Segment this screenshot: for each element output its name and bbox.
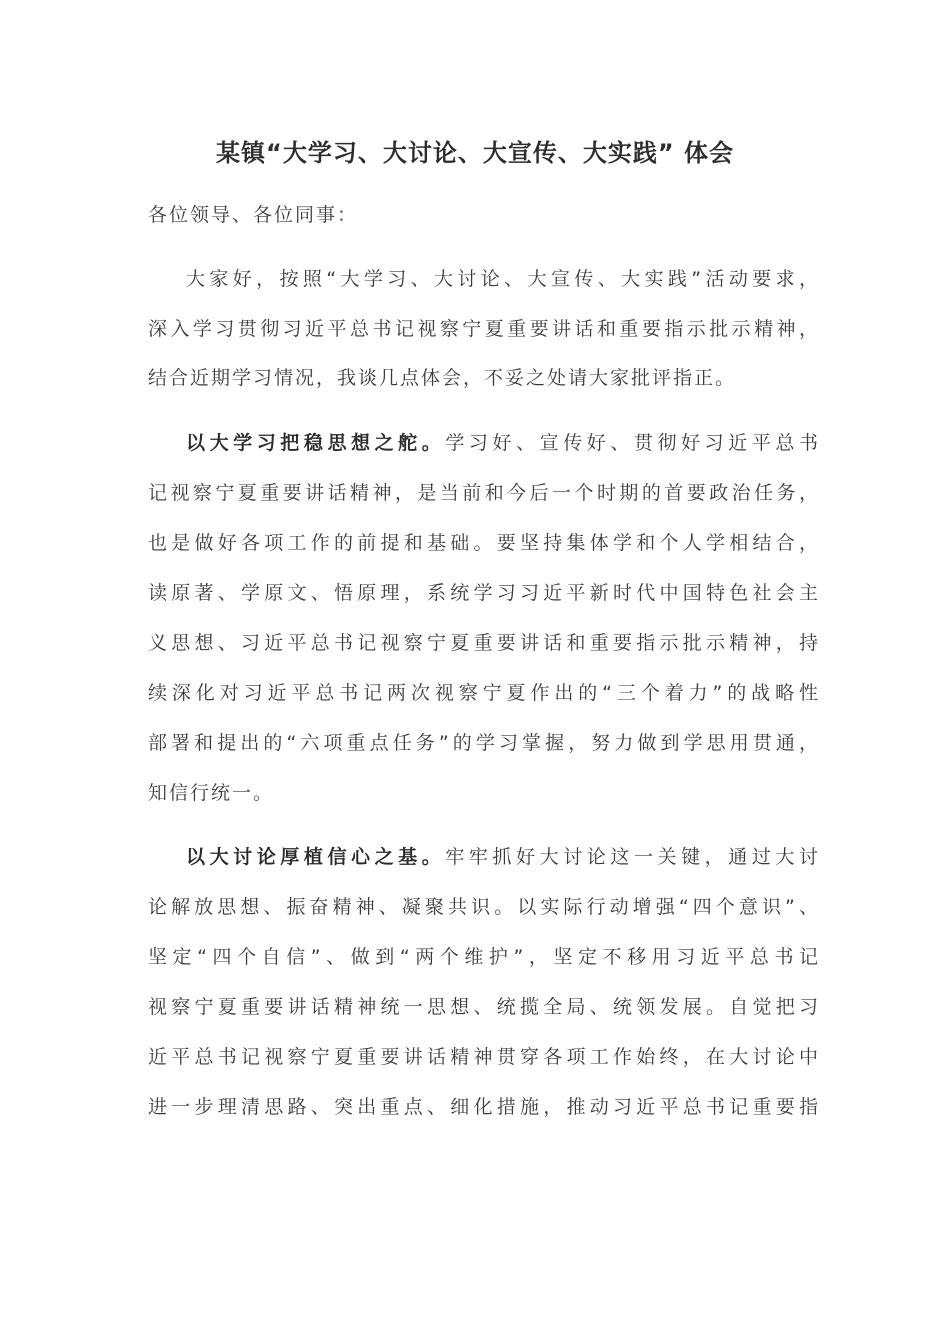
paragraph-3-line-5: 近平总书记视察宁夏重要讲话精神贯穿各项工作始终，在大讨论中 [148,1046,820,1068]
paragraph-2-line-5: 义思想、习近平总书记视察宁夏重要讲话和重要指示批示精神，持 [148,632,820,654]
paragraph-3-line-6: 进一步理清思路、突出重点、细化措施，推动习近平总书记重要指 [148,1096,820,1118]
salutation: 各位领导、各位同事： [148,204,359,226]
paragraph-3-line-1 [186,844,820,870]
paragraph-2-line-2: 记视察宁夏重要讲话精神，是当前和今后一个时期的首要政治任务， [148,482,820,504]
paragraph-1-line-2: 深入学习贯彻习近平总书记视察宁夏重要讲话和重要指示批示精神， [148,318,820,340]
paragraph-3-line-2: 论解放思想、振奋精神、凝聚共识。以实际行动增强“四个意识”、 [148,896,820,918]
paragraph-2-line-7: 部署和提出的“六项重点任务”的学习掌握，努力做到学思用贯通， [148,732,820,754]
paragraph-3-line-4: 视察宁夏重要讲话精神统一思想、统揽全局、统领发展。自觉把习 [148,996,820,1018]
paragraph-2-line-8: 知信行统一。 [148,782,275,804]
document-title: 某镇“大学习、大讨论、大宣传、大实践” 体会 [216,139,734,167]
paragraph-3-heading: 以大讨论厚植信心之基。 [186,846,446,868]
paragraph-3-line-3: 坚定“四个自信”、做到“两个维护”，坚定不移用习近平总书记 [148,946,820,968]
paragraph-3-line-1-text: 牢牢抓好大讨论这一关键，通过大讨 [445,846,820,868]
paragraph-2-line-3: 也是做好各项工作的前提和基础。要坚持集体学和个人学相结合， [148,532,820,554]
paragraph-2-line-1-text: 学习好、宣传好、贯彻好习近平总书 [445,432,820,454]
paragraph-2-line-6: 续深化对习近平总书记两次视察宁夏作出的“三个着力”的战略性 [148,682,820,704]
paragraph-2-line-4: 读原著、学原文、悟原理，系统学习习近平新时代中国特色社会主 [148,582,820,604]
paragraph-2-heading: 以大学习把稳思想之舵。 [186,432,446,454]
paragraph-1-line-3: 结合近期学习情况，我谈几点体会，不妥之处请大家批评指正。 [148,367,737,389]
paragraph-2-line-1 [186,430,820,456]
paragraph-1-line-1: 大家好，按照“大学习、大讨论、大宣传、大实践”活动要求， [186,268,820,290]
